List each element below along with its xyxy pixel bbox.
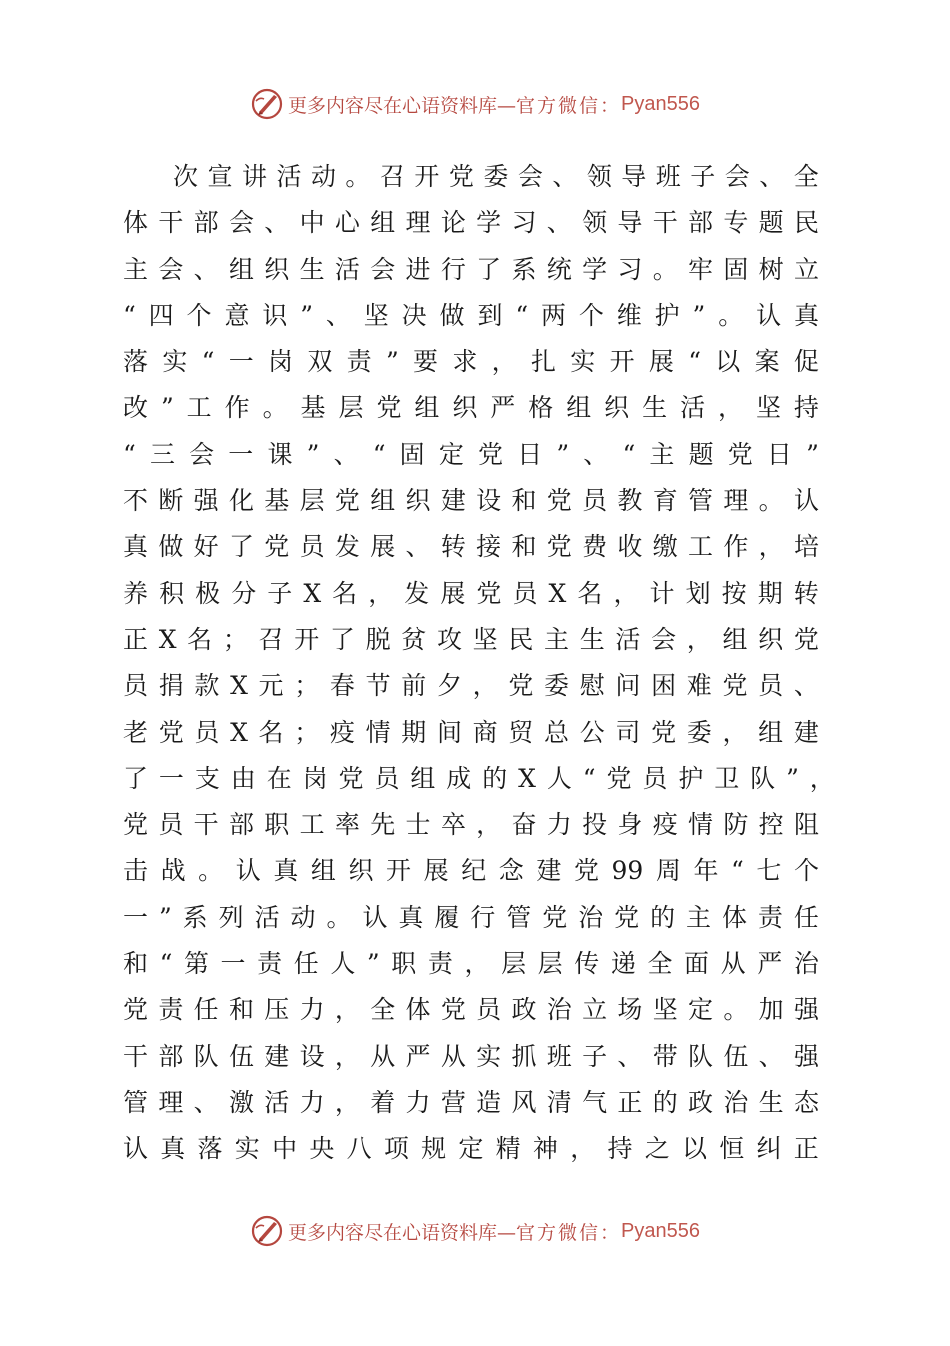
text-line: 不 断 强 化 基 层 党 组 织 建 设 和 党 员 教 育 管 理 。 认	[123, 486, 819, 516]
text-line: 党 责 任 和 压 力 ， 全 体 党 员 政 治 立 场 坚 定 。 加 强	[123, 995, 819, 1025]
text-line: 次 宣 讲 活 动 。 召 开 党 委 会 、 领 导 班 子 会 、 全	[173, 162, 819, 191]
text-line: 了 一 支 由 在 岗 党 员 组 成 的 X 人 “ 党 员 护 卫 队 ” ，	[123, 763, 835, 793]
text-line: 击 战 。 认 真 组 织 开 展 纪 念 建 党 99 周 年 “ 七 个	[123, 856, 819, 886]
text-line: “ 三 会 一 课 ” 、 “ 固 定 党 日 ” 、 “ 主 题 党 日 ”	[123, 439, 819, 469]
text-line: 员 捐 款 X 元 ； 春 节 前 夕 ， 党 委 慰 问 困 难 党 员 、	[123, 671, 819, 701]
watermark-wechat-label: 官方微信：	[516, 1221, 622, 1244]
text-line: 和 “ 第 一 责 任 人 ” 职 责 ， 层 层 传 递 全 面 从 严 治	[123, 949, 819, 979]
quill-seal-icon	[250, 1214, 284, 1248]
text-line: 认 真 落 实 中 央 八 项 规 定 精 神 ， 持 之 以 恒 纠 正	[123, 1134, 819, 1164]
document-body	[123, 154, 835, 1173]
text-line: “ 四 个 意 识 ” 、 坚 决 做 到 “ 两 个 维 护 ” 。 认 真	[123, 300, 819, 330]
quill-seal-icon	[250, 87, 284, 121]
text-line: 党 员 干 部 职 工 率 先 士 卒 ， 奋 力 投 身 疫 情 防 控 阻	[123, 810, 819, 840]
text-line: 落 实 “ 一 岗 双 责 ” 要 求 ， 扎 实 开 展 “ 以 案 促	[123, 347, 819, 377]
watermark-wechat-id: Pyan556	[621, 1219, 700, 1242]
text-line: 改 ” 工 作 。 基 层 党 组 织 严 格 组 织 生 活 ， 坚 持	[123, 393, 819, 423]
watermark-site-text: 更多内容尽在心语资料库—	[288, 94, 517, 117]
text-line: 老 党 员 X 名 ； 疫 情 期 间 商 贸 总 公 司 党 委 ， 组 建	[123, 717, 819, 747]
watermark-wechat-label: 官方微信：	[516, 94, 622, 117]
footer-watermark	[0, 1211, 950, 1251]
text-line: 体 干 部 会 、 中 心 组 理 论 学 习 、 领 导 干 部 专 题 民	[123, 208, 819, 238]
text-line: 正 X 名 ； 召 开 了 脱 贫 攻 坚 民 主 生 活 会 ， 组 织 党	[123, 624, 819, 654]
text-line: 一 ” 系 列 活 动 。 认 真 履 行 管 党 治 党 的 主 体 责 任	[123, 902, 819, 932]
watermark-wechat-id: Pyan556	[621, 92, 700, 115]
text-line: 养 积 极 分 子 X 名 ， 发 展 党 员 X 名 ， 计 划 按 期 转	[123, 578, 819, 608]
text-line: 真 做 好 了 党 员 发 展 、 转 接 和 党 费 收 缴 工 作 ， 培	[123, 532, 819, 562]
text-line: 管 理 、 激 活 力 ， 着 力 营 造 风 清 气 正 的 政 治 生 态	[123, 1087, 819, 1117]
text-line: 干 部 队 伍 建 设 ， 从 严 从 实 抓 班 子 、 带 队 伍 、 强	[123, 1041, 819, 1071]
header-watermark	[0, 84, 950, 124]
text-line: 主 会 、 组 织 生 活 会 进 行 了 系 统 学 习 。 牢 固 树 立	[123, 254, 819, 284]
watermark-site-text: 更多内容尽在心语资料库—	[288, 1221, 517, 1244]
